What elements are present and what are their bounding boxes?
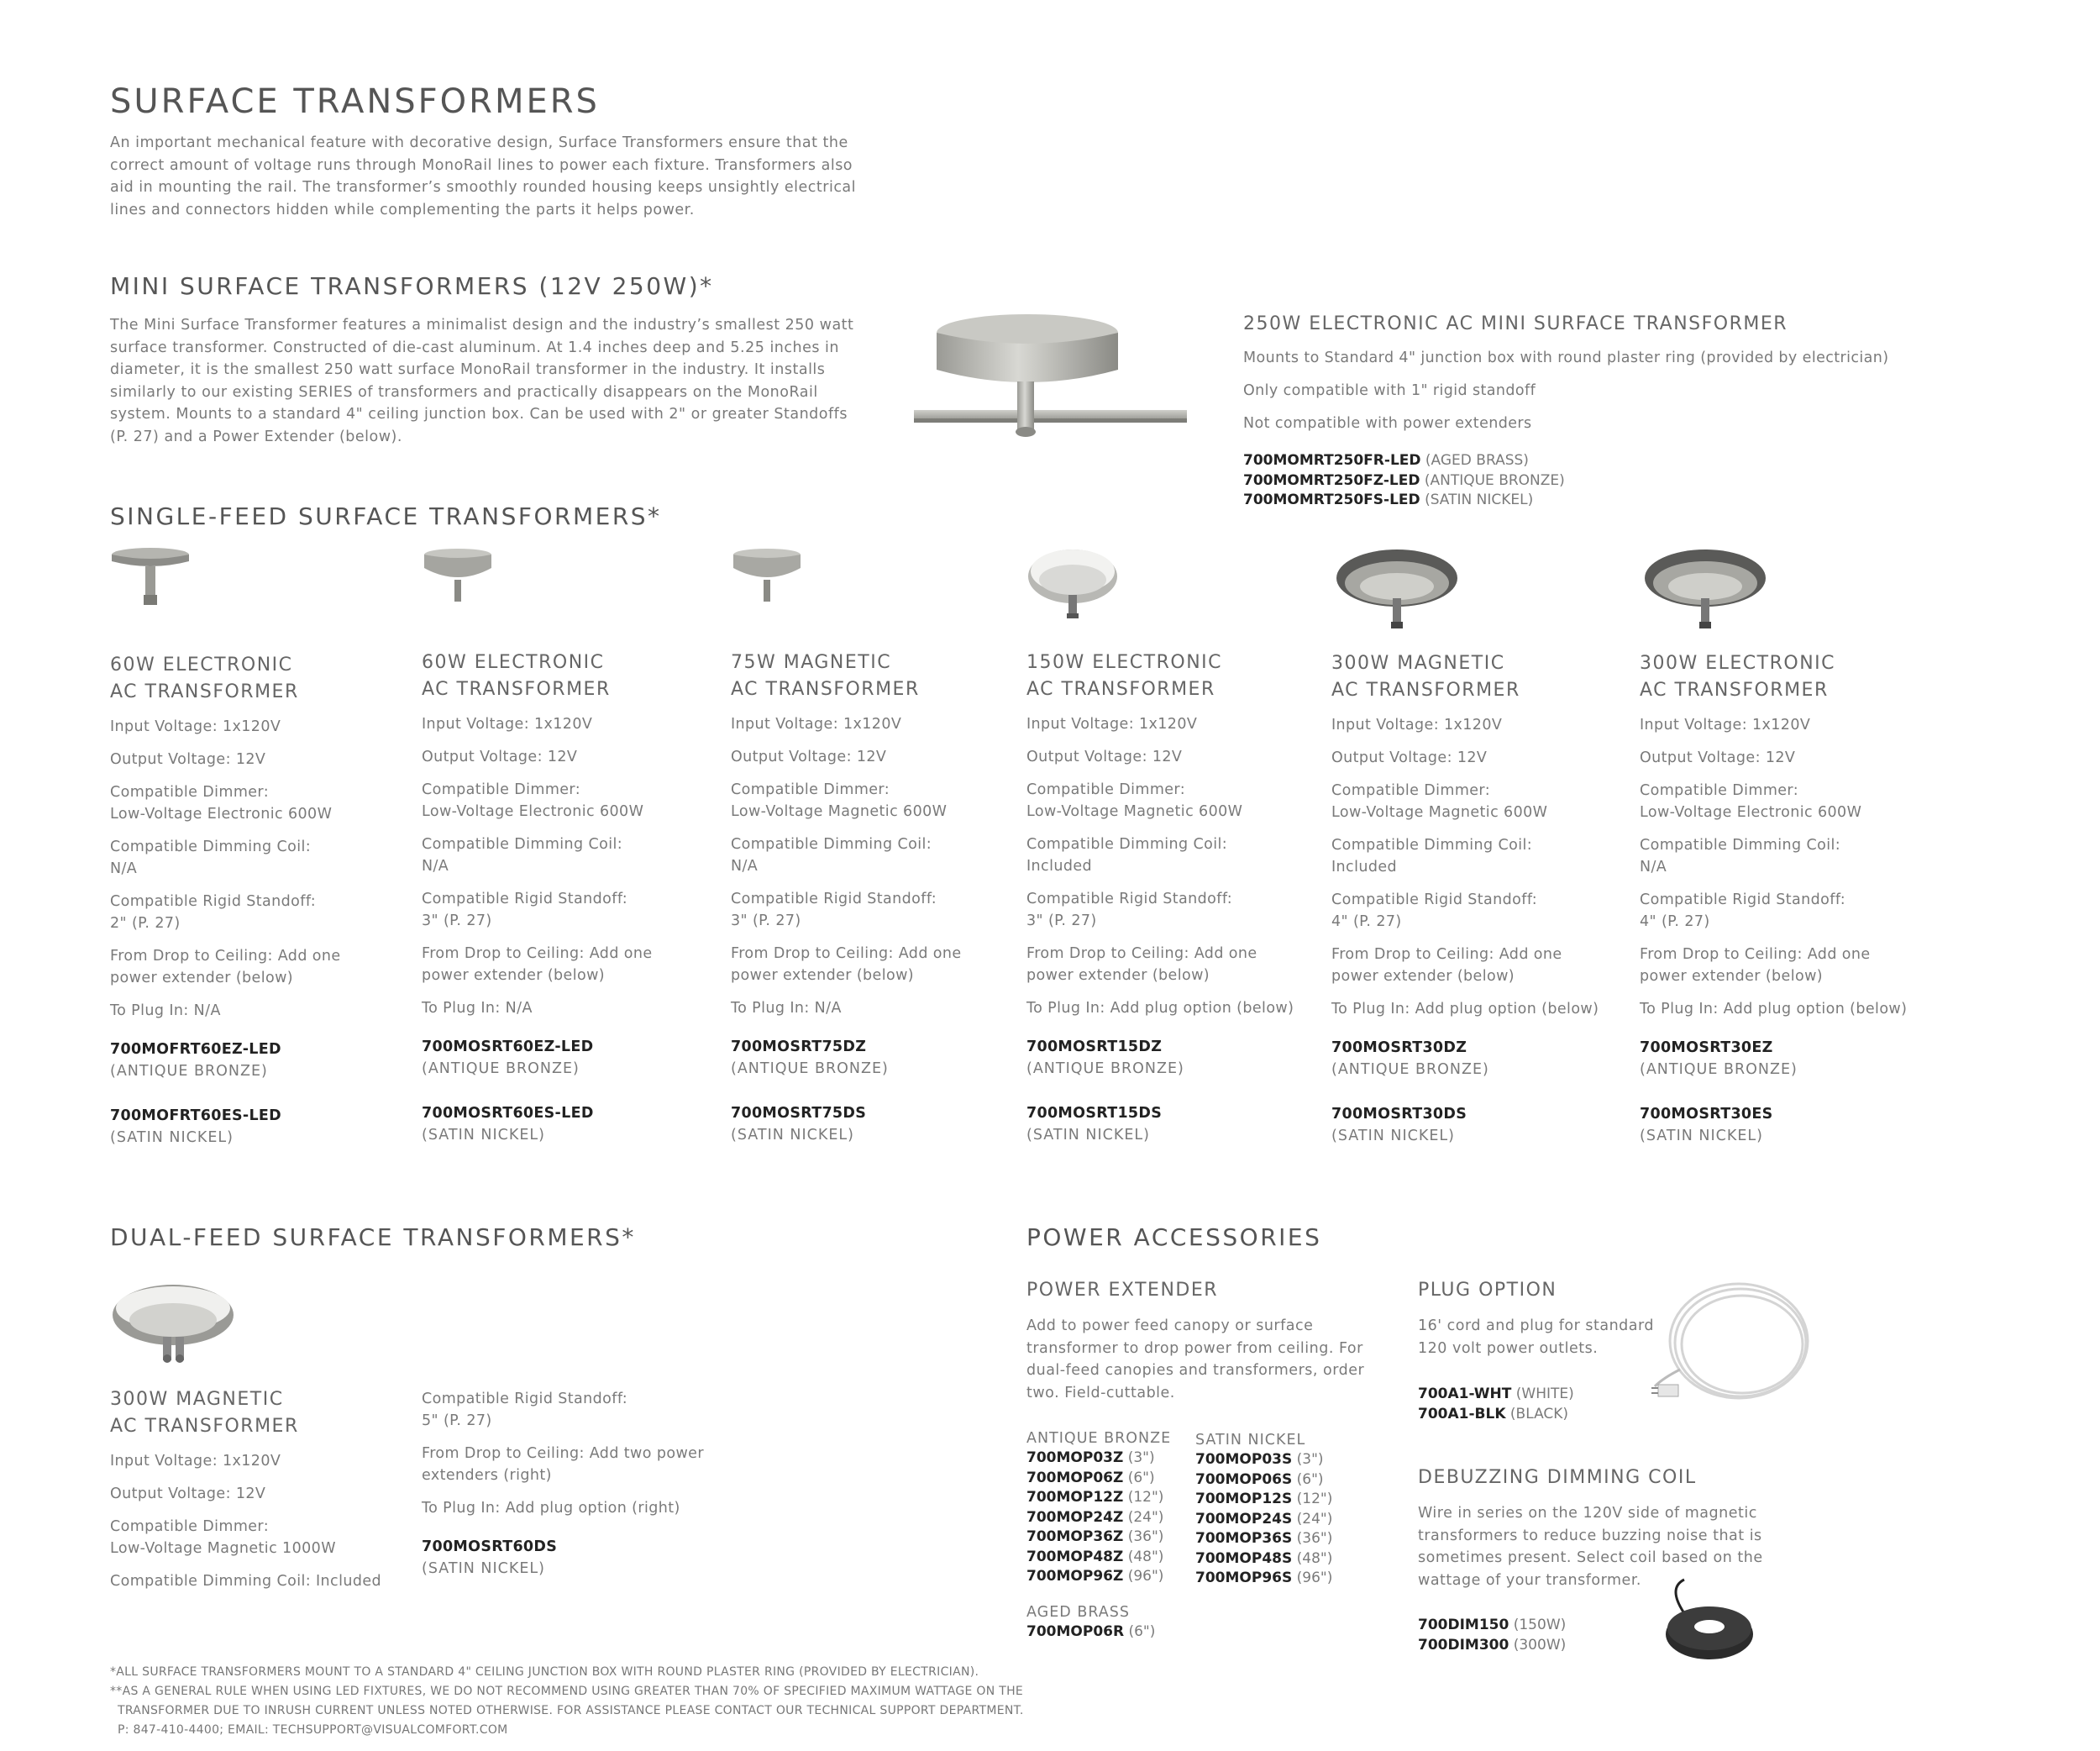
sku-finish: (ANTIQUE BRONZE) xyxy=(1026,1060,1184,1077)
spec-line: To Plug In: N/A xyxy=(110,1002,221,1019)
sku-finish: (SATIN NICKEL) xyxy=(110,1129,234,1146)
product-title: 60W ELECTRONIC AC TRANSFORMER xyxy=(110,655,299,702)
spec-line: Output Voltage: 12V xyxy=(110,1485,266,1502)
footnote-line: **AS A GENERAL RULE WHEN USING LED FIXTURES, WE DO NOT RECOMMEND USING GREATER THAN 70% OF SPECIFIED MAXIMUM WATTAGE ON THE xyxy=(110,1685,1024,1698)
mini-product-title: 250W ELECTRONIC AC MINI SURFACE TRANSFORMER xyxy=(1243,313,1788,334)
dimming-coil-title: DEBUZZING DIMMING COIL xyxy=(1418,1467,1697,1488)
power-extender-description: Add to power feed canopy or surface transformer to drop power from ceiling. For dual-feed canopies and transformers, order two. Field-cuttable. xyxy=(1026,1317,1365,1401)
spec-line: Input Voltage: 1x120V xyxy=(1331,717,1503,734)
spec-line: Output Voltage: 12V xyxy=(110,751,266,768)
sku-finish: (SATIN NICKEL) xyxy=(422,1560,545,1577)
sku-finish: (ANTIQUE BRONZE) xyxy=(731,1060,889,1077)
product-300w-electronic xyxy=(1640,650,1942,1147)
spec-line: Output Voltage: 12V xyxy=(1640,749,1796,766)
sku-finish: (SATIN NICKEL) xyxy=(422,1127,545,1144)
sku-finish: (ANTIQUE BRONZE) xyxy=(1424,471,1565,489)
product-title: 75W MAGNETIC AC TRANSFORMER xyxy=(731,652,920,700)
product-75w-magnetic xyxy=(731,649,1008,1146)
product-150w-electronic xyxy=(1026,649,1320,1146)
spec-line: Output Voltage: 12V xyxy=(731,749,887,765)
sku-code: 700MOSRT30EZ xyxy=(1640,1039,1773,1056)
spec-line: Compatible Rigid Standoff: 5" (P. 27) xyxy=(422,1391,628,1429)
mini-description: The Mini Surface Transformer features a minimalist design and the industry’s smallest 250 watt surface transformer. Constructed of die-cast aluminum. At 1.4 inches deep and 5.25 inches in diameter, it is the smallest 250 watt surface MonoRail transformer in the industry. It installs similarly to our existing SERIES of transformers and practically disappears on the MonoRail system. Mounts to a standard 4" ceiling junction box. Can be used with 2" or greater Standoffs (P. 27) and a Power Extender (below). xyxy=(110,317,854,445)
dual-feed-transformer-image xyxy=(110,1281,236,1370)
finish-label: AGED BRASS xyxy=(1026,1604,1130,1621)
power-accessories-heading: POWER ACCESSORIES xyxy=(1026,1223,1322,1251)
sku-code: 700MOSRT75DS xyxy=(731,1105,867,1122)
transformer-image-300w-magnetic xyxy=(1334,546,1460,634)
spec-line: To Plug In: Add plug option (below) xyxy=(1026,1000,1294,1017)
power-extender-nickel-list: SATIN NICKEL 700MOP03S (3") 700MOP06S (6") 700MOP12S (12") 700MOP24S (24") 700MOP36S (36") 700MOP48S (48") 700MOP96S (96") xyxy=(1195,1432,1333,1586)
sku-finish: (SATIN NICKEL) xyxy=(1331,1128,1455,1144)
spec-line: Compatible Rigid Standoff: 2" (P. 27) xyxy=(110,893,317,932)
product-title: 300W ELECTRONIC AC TRANSFORMER xyxy=(1640,653,1836,701)
mini-heading: MINI SURFACE TRANSFORMERS (12V 250W)* xyxy=(110,272,714,300)
spec-line: From Drop to Ceiling: Add one power extender (below) xyxy=(110,948,341,986)
product-title: 60W ELECTRONIC AC TRANSFORMER xyxy=(422,652,611,700)
mini-transformer-image xyxy=(914,311,1191,454)
spec-line: Compatible Dimming Coil: Included xyxy=(1026,836,1228,875)
sku-code: 700MOSRT30DZ xyxy=(1331,1039,1467,1056)
spec-line: To Plug In: Add plug option (below) xyxy=(1640,1001,1908,1017)
product-title: 150W ELECTRONIC AC TRANSFORMER xyxy=(1026,652,1223,700)
spec-line: To Plug In: N/A xyxy=(422,1000,533,1017)
spec-line: Compatible Dimmer: Low-Voltage Magnetic 600W xyxy=(1331,782,1548,821)
finish-label: ANTIQUE BRONZE xyxy=(1026,1430,1172,1447)
product-title: 300W MAGNETIC AC TRANSFORMER xyxy=(1331,653,1520,701)
sku-finish: (SATIN NICKEL) xyxy=(731,1127,854,1144)
spec-line: Compatible Dimming Coil: Included xyxy=(110,1573,382,1590)
spec-line: Compatible Rigid Standoff: 4" (P. 27) xyxy=(1331,891,1538,930)
sku-code: 700MOFRT60EZ-LED xyxy=(110,1041,281,1058)
spec-line: Compatible Rigid Standoff: 4" (P. 27) xyxy=(1640,891,1846,930)
mini-notes xyxy=(1243,347,1889,445)
footnote-line: *ALL SURFACE TRANSFORMERS MOUNT TO A STANDARD 4" CEILING JUNCTION BOX WITH ROUND PLASTER RING (PROVIDED BY ELECTRICIAN). xyxy=(110,1665,979,1679)
spec-line: Input Voltage: 1x120V xyxy=(731,716,902,733)
transformer-image-60w-electronic xyxy=(422,548,497,607)
plug-option-skus: 700A1-WHT (WHITE) 700A1-BLK (BLACK) xyxy=(1418,1386,1574,1422)
spec-line: From Drop to Ceiling: Add one power extender (below) xyxy=(422,945,653,984)
plug-option-description: 16' cord and plug for standard 120 volt power outlets. xyxy=(1418,1317,1654,1357)
sku-code: 700MOSRT75DZ xyxy=(731,1039,867,1055)
spec-line: Compatible Dimming Coil: N/A xyxy=(731,836,932,875)
spec-line: Output Voltage: 12V xyxy=(422,749,578,765)
spec-line: Compatible Dimming Coil: N/A xyxy=(422,836,623,875)
spec-line: Compatible Dimmer: Low-Voltage Magnetic 600W xyxy=(1026,781,1243,820)
single-feed-heading: SINGLE-FEED SURFACE TRANSFORMERS* xyxy=(110,502,662,530)
sku-finish: (ANTIQUE BRONZE) xyxy=(110,1063,268,1080)
product-title: 300W MAGNETIC AC TRANSFORMER xyxy=(110,1389,299,1437)
mini-sku-list xyxy=(1243,451,1565,511)
sku-code: 700MOSRT60ES-LED xyxy=(422,1105,594,1122)
spec-line: Input Voltage: 1x120V xyxy=(422,716,593,733)
spec-line: To Plug In: Add plug option (right) xyxy=(422,1500,680,1517)
product-60w-electronic-frt xyxy=(110,652,387,1149)
spec-line: Compatible Dimmer: Low-Voltage Electronic 600W xyxy=(1640,782,1862,821)
footnotes xyxy=(110,1663,1202,1740)
spec-line: Compatible Dimmer: Low-Voltage Magnetic 600W xyxy=(731,781,948,820)
spec-line: Output Voltage: 12V xyxy=(1026,749,1183,765)
sku-code: 700MOSRT30ES xyxy=(1640,1106,1773,1123)
spec-line: Compatible Dimmer: Low-Voltage Magnetic 1000W xyxy=(110,1518,336,1557)
sku-finish: (AGED BRASS) xyxy=(1425,452,1529,469)
spec-line: Compatible Rigid Standoff: 3" (P. 27) xyxy=(422,891,628,929)
footnote-contact: P: 847-410-4400; EMAIL: TECHSUPPORT@VISUALCOMFORT.COM xyxy=(118,1723,508,1737)
dual-feed-product xyxy=(110,1386,412,1603)
power-extender-bronze-list: ANTIQUE BRONZE 700MOP03Z (3") 700MOP06Z (6") 700MOP12Z (12") 700MOP24Z (24") 700MOP36Z (36") 700MOP48Z (48") 700MOP96Z (96") xyxy=(1026,1430,1172,1585)
sku-finish: (ANTIQUE BRONZE) xyxy=(422,1060,580,1077)
sku-code: 700MOSRT30DS xyxy=(1331,1106,1467,1123)
dimming-coil-image xyxy=(1659,1571,1760,1664)
footnote-line: TRANSFORMER DUE TO INRUSH CURRENT UNLESS NOTED OTHERWISE. FOR ASSISTANCE PLEASE CONTACT OUR TECHNICAL SUPPORT DEPARTMENT. xyxy=(118,1704,1024,1717)
dual-feed-heading: DUAL-FEED SURFACE TRANSFORMERS* xyxy=(110,1223,636,1251)
dimming-coil-skus: 700DIM150 (150W) 700DIM300 (300W) xyxy=(1418,1617,1567,1654)
page-title: SURFACE TRANSFORMERS xyxy=(110,82,600,121)
transformer-image-150w-electronic xyxy=(1026,546,1123,622)
transformer-image-60w-electronic-frt xyxy=(110,546,194,609)
transformer-image-75w-magnetic xyxy=(731,548,806,607)
spec-line: To Plug In: N/A xyxy=(731,1000,842,1017)
product-300w-magnetic xyxy=(1331,650,1625,1147)
spec-line: From Drop to Ceiling: Add one power extender (below) xyxy=(1331,946,1562,985)
power-extender-brass: AGED BRASS 700MOP06R (6") xyxy=(1026,1604,1156,1640)
sku-finish: (ANTIQUE BRONZE) xyxy=(1640,1061,1798,1078)
spec-line: Compatible Dimming Coil: N/A xyxy=(110,839,312,877)
intro-text: An important mechanical feature with decorative design, Surface Transformers ensure that the correct amount of voltage runs through MonoRail lines to power each fixture. Transformers also aid in mounting the rail. The transformer’s smoothly rounded housing keeps unsightly electrical lines and connectors hidden while complementing the parts it helps power. xyxy=(110,134,857,218)
sku-finish: (SATIN NICKEL) xyxy=(1425,492,1534,508)
plug-cord-image xyxy=(1646,1277,1814,1420)
spec-line: Input Voltage: 1x120V xyxy=(110,1453,281,1470)
spec-line: Compatible Dimmer: Low-Voltage Electronic 600W xyxy=(422,781,644,820)
dual-feed-product-cont xyxy=(422,1388,774,1580)
spec-line: To Plug In: Add plug option (below) xyxy=(1331,1001,1599,1017)
spec-line: Input Voltage: 1x120V xyxy=(1640,717,1811,734)
power-extender-title: POWER EXTENDER xyxy=(1026,1280,1219,1301)
spec-line: Compatible Dimmer: Low-Voltage Electronic 600W xyxy=(110,784,333,823)
spec-line: Input Voltage: 1x120V xyxy=(110,718,281,735)
spec-line: Compatible Rigid Standoff: 3" (P. 27) xyxy=(731,891,937,929)
sku-code: 700MOSRT15DZ xyxy=(1026,1039,1163,1055)
sku-code: 700MOSRT15DS xyxy=(1026,1105,1163,1122)
dimming-coil-description: Wire in series on the 120V side of magnetic transformers to reduce buzzing noise that is sometimes present. Select coil based on the wattage of your transformer. xyxy=(1418,1505,1763,1589)
spec-line: From Drop to Ceiling: Add one power extender (below) xyxy=(731,945,962,984)
spec-line: Output Voltage: 12V xyxy=(1331,749,1488,766)
sku-code: 700MOMRT250FZ-LED xyxy=(1243,471,1420,489)
spec-line: From Drop to Ceiling: Add two power extenders (right) xyxy=(422,1445,704,1484)
finish-label: SATIN NICKEL xyxy=(1195,1432,1306,1449)
spec-line: From Drop to Ceiling: Add one power extender (below) xyxy=(1026,945,1257,984)
sku-code: 700MOMRT250FS-LED xyxy=(1243,492,1420,508)
sku-code: 700MOMRT250FR-LED xyxy=(1243,452,1421,469)
spec-line: Compatible Rigid Standoff: 3" (P. 27) xyxy=(1026,891,1233,929)
mini-note: Not compatible with power extenders xyxy=(1243,415,1532,432)
transformer-image-300w-electronic xyxy=(1642,546,1768,634)
sku-finish: (ANTIQUE BRONZE) xyxy=(1331,1061,1489,1078)
spec-line: Input Voltage: 1x120V xyxy=(1026,716,1198,733)
spec-line: Compatible Dimming Coil: N/A xyxy=(1640,837,1841,876)
sku-finish: (SATIN NICKEL) xyxy=(1026,1127,1150,1144)
sku-code: 700MOSRT60DS xyxy=(422,1538,558,1555)
product-60w-electronic xyxy=(422,649,699,1146)
mini-note: Mounts to Standard 4" junction box with round plaster ring (provided by electrician) xyxy=(1243,350,1889,366)
plug-option-title: PLUG OPTION xyxy=(1418,1280,1557,1301)
spec-line: From Drop to Ceiling: Add one power extender (below) xyxy=(1640,946,1871,985)
sku-code: 700MOFRT60ES-LED xyxy=(110,1107,282,1124)
mini-note: Only compatible with 1" rigid standoff xyxy=(1243,382,1536,399)
sku-finish: (SATIN NICKEL) xyxy=(1640,1128,1763,1144)
spec-line: Compatible Dimming Coil: Included xyxy=(1331,837,1533,876)
sku-code: 700MOSRT60EZ-LED xyxy=(422,1039,594,1055)
